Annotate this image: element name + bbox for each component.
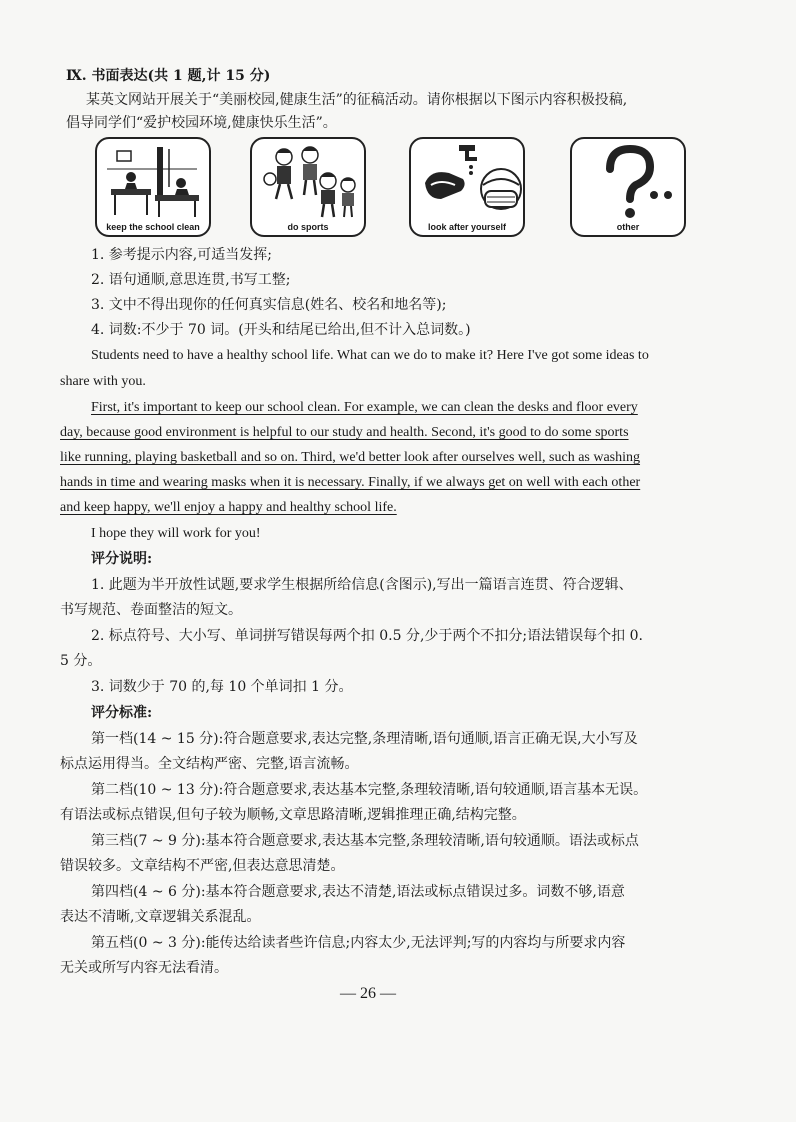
scoring-standard-line: 第二档(10 ~ 13 分):符合题意要求,表达基本完整,条理较清晰,语句较通顺,语言基本无误。 xyxy=(91,782,648,798)
scoring-note-line: 1. 此题为半开放性试题,要求学生根据所给信息(含图示),写出一篇语言连贯、符合逻辑、 xyxy=(91,577,633,593)
essay-body-line-3: like running, playing basketball and so on. Third, we'd better look after ourselves well, such as washing xyxy=(60,450,641,465)
essay-opening-line-2: share with you. xyxy=(60,374,146,389)
scoring-note-line: 书写规范、卷面整洁的短文。 xyxy=(60,602,242,618)
scoring-standard-line: 第四档(4 ~ 6 分):基本符合题意要求,表达不清楚,语法或标点错误过多。词数不够,语意 xyxy=(91,884,625,900)
scoring-standard-line: 错误较多。文章结构不严密,但表达意思清楚。 xyxy=(60,858,345,874)
scoring-standard-line: 标点运用得当。全文结构严密、完整,语言流畅。 xyxy=(60,756,359,772)
scoring-standard-line: 第三档(7 ~ 9 分):基本符合题意要求,表达基本完整,条理较清晰,语句较通顺。语法或标点 xyxy=(91,833,639,849)
caption-do-sports: do sports xyxy=(287,222,329,232)
caption-look-after-yourself: look after yourself xyxy=(427,222,507,232)
scoring-standards-title: 评分标准: xyxy=(91,705,153,721)
section-title: Ⅸ. 书面表达(共 1 题,计 15 分) xyxy=(66,68,271,84)
essay-body-line-5: and keep happy, we'll enjoy a happy and healthy school life. xyxy=(60,500,397,515)
prompt-line-1: 某英文网站开展关于“美丽校园,健康生活”的征稿活动。请你根据以下图示内容积极投稿, xyxy=(86,92,628,108)
scoring-standard-line: 第五档(0 ~ 3 分):能传达给读者些许信息;内容太少,无法评判;写的内容均与所要求内容 xyxy=(91,935,626,951)
scoring-note-line: 5 分。 xyxy=(60,653,102,669)
scoring-standard-line: 第一档(14 ~ 15 分):符合题意要求,表达完整,条理清晰,语句通顺,语言正确无误,大小写及 xyxy=(91,731,638,747)
scoring-note-line: 3. 词数少于 70 的,每 10 个单词扣 1 分。 xyxy=(91,679,353,695)
page-number: — 26 — xyxy=(340,985,396,1002)
essay-body-line-2: day, because good environment is helpful to our study and health. Second, it's good to do some sports xyxy=(60,425,629,440)
requirement-3: 3. 文中不得出现你的任何真实信息(姓名、校名和地名等); xyxy=(91,297,447,313)
picture-look-after-yourself xyxy=(409,137,525,237)
requirement-2: 2. 语句通顺,意思连贯,书写工整; xyxy=(91,272,291,288)
essay-closing: I hope they will work for you! xyxy=(91,526,261,541)
scoring-standard-line: 表达不清晰,文章逻辑关系混乱。 xyxy=(60,909,261,925)
caption-other: other xyxy=(616,222,640,232)
handwash-mask-icon xyxy=(411,139,523,235)
picture-do-sports xyxy=(250,137,366,237)
scoring-standard-line: 无关或所写内容无法看清。 xyxy=(60,960,228,976)
requirement-4: 4. 词数:不少于 70 词。(开头和结尾已给出,但不计入总词数。) xyxy=(91,322,471,338)
essay-body-line-1: First, it's important to keep our school clean. For example, we can clean the desks and floor every xyxy=(91,400,638,415)
scoring-standard-line: 有语法或标点错误,但句子较为顺畅,文章思路清晰,逻辑推理正确,结构完整。 xyxy=(60,807,526,823)
classroom-icon xyxy=(97,139,209,235)
question-mark-icon xyxy=(572,139,684,235)
essay-opening-line-1: Students need to have a healthy school life. What can we do to make it? Here I've got some ideas to xyxy=(91,348,649,363)
caption-keep-school-clean: keep the school clean xyxy=(106,222,200,232)
scoring-note-line: 2. 标点符号、大小写、单词拼写错误每两个扣 0.5 分,少于两个不扣分;语法错误每个扣 0. xyxy=(91,628,643,644)
sports-kids-icon xyxy=(252,139,364,235)
requirement-1: 1. 参考提示内容,可适当发挥; xyxy=(91,247,272,263)
picture-keep-school-clean xyxy=(95,137,211,237)
picture-other xyxy=(570,137,686,237)
prompt-line-2: 倡导同学们“爱护校园环境,健康快乐生活”。 xyxy=(66,115,337,131)
scoring-notes-title: 评分说明: xyxy=(91,551,153,567)
essay-body-line-4: hands in time and wearing masks when it is necessary. Finally, if we always get on well with each other xyxy=(60,475,641,490)
